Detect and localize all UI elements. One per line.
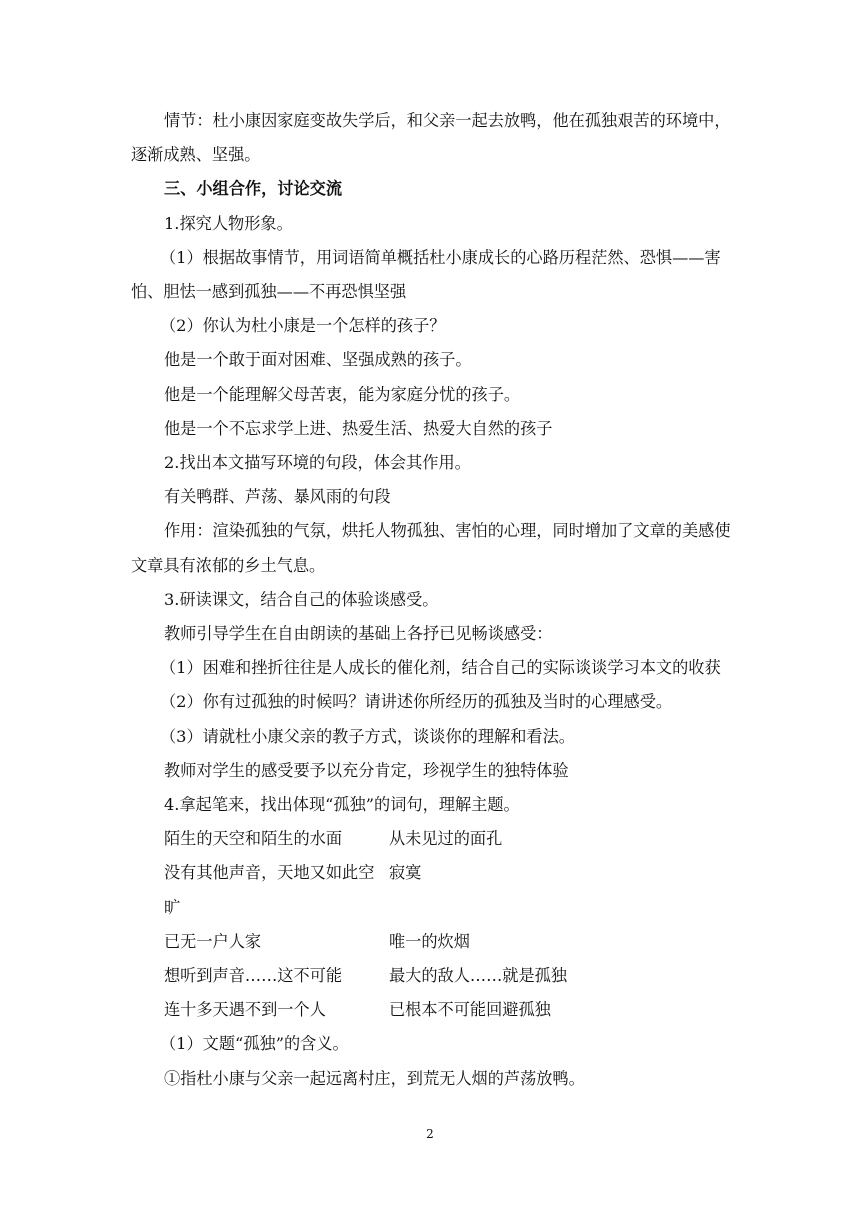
step-3-title: 3.研读课文，结合自己的体验谈感受。 bbox=[164, 589, 439, 609]
plot-paragraph: 情节：杜小康因家庭变故失学后，和父亲一起去放鸭，他在孤独艰苦的环境中，逐渐成熟、坚强。 bbox=[131, 111, 731, 165]
phrase-pair-row bbox=[131, 993, 731, 1027]
phrase-left: 已无一户人家 bbox=[164, 931, 262, 951]
step-2-function: 作用：渲染孤独的气氛，烘托人物孤独、害怕的心理，同时增加了文章的美感使文章具有浓郁的乡土气息。 bbox=[131, 521, 731, 575]
step-4-answer-1: ①指杜小康与父亲一起远离村庄，到荒无人烟的芦荡放鸭。 bbox=[164, 1068, 585, 1088]
step-1-question-2: （2）你认为杜小康是一个怎样的孩子？ bbox=[160, 316, 446, 336]
phrase-left: 想听到声音……这不可能 bbox=[164, 966, 343, 986]
step-2-title: 2.找出本文描写环境的句段，体会其作用。 bbox=[164, 453, 471, 473]
phrase-right: 寂寞 bbox=[389, 863, 422, 883]
phrase-right: 已根本不可能回避孤独 bbox=[389, 1000, 551, 1020]
phrase-pair-row bbox=[131, 959, 731, 993]
step-2-answer: 有关鸭群、芦荡、暴风雨的句段 bbox=[164, 487, 391, 507]
step-3-question-2: （2）你有过孤独的时候吗？请讲述你所经历的孤独及当时的心理感受。 bbox=[160, 692, 673, 712]
phrase-pair-row bbox=[131, 925, 731, 959]
phrase-pair-row bbox=[131, 856, 731, 924]
step-1-title: 1.探究人物形象。 bbox=[164, 213, 293, 233]
section-heading: 三、小组合作，讨论交流 bbox=[164, 179, 343, 199]
step-3-guide: 教师引导学生在自由朗读的基础上各抒已见畅谈感受： bbox=[164, 624, 553, 644]
answer-line-2: 他是一个能理解父母苦衷，能为家庭分忧的孩子。 bbox=[164, 384, 521, 404]
phrase-right: 从未见过的面孔 bbox=[389, 829, 503, 849]
answer-line-3: 他是一个不忘求学上进、热爱生活、热爱大自然的孩子 bbox=[164, 418, 553, 438]
step-3-question-1: （1）困难和挫折往往是人成长的催化剂，结合自己的实际谈谈学习本文的收获 bbox=[160, 658, 721, 678]
step-4-title: 4.拿起笔来，找出体现“孤独”的词句，理解主题。 bbox=[164, 795, 520, 815]
phrase-left: 连十多天遇不到一个人 bbox=[164, 1000, 326, 1020]
phrase-right: 唯一的炊烟 bbox=[389, 931, 470, 951]
step-3-note: 教师对学生的感受要予以充分肯定，珍视学生的独特体验 bbox=[164, 760, 569, 780]
step-1-question-1: （1）根据故事情节，用词语简单概括杜小康成长的心路历程茫然、恐惧——害怕、胆怯一感到孤独——不再恐惧坚强 bbox=[131, 247, 721, 302]
step-3-question-3: （3）请就杜小康父亲的教子方式，谈谈你的理解和看法。 bbox=[160, 726, 575, 746]
phrase-pair-row bbox=[131, 822, 731, 856]
page-body bbox=[131, 104, 731, 1096]
phrase-right: 最大的敌人……就是孤独 bbox=[389, 966, 568, 986]
phrase-left: 陌生的天空和陌生的水面 bbox=[164, 829, 343, 849]
page-number: 2 bbox=[426, 1127, 434, 1141]
answer-line-1: 他是一个敢于面对困难、坚强成熟的孩子。 bbox=[164, 350, 472, 370]
step-4-question-1: （1）文题“孤独”的含义。 bbox=[160, 1034, 349, 1054]
phrase-left: 没有其他声音，天地又如此空旷 bbox=[164, 863, 375, 917]
